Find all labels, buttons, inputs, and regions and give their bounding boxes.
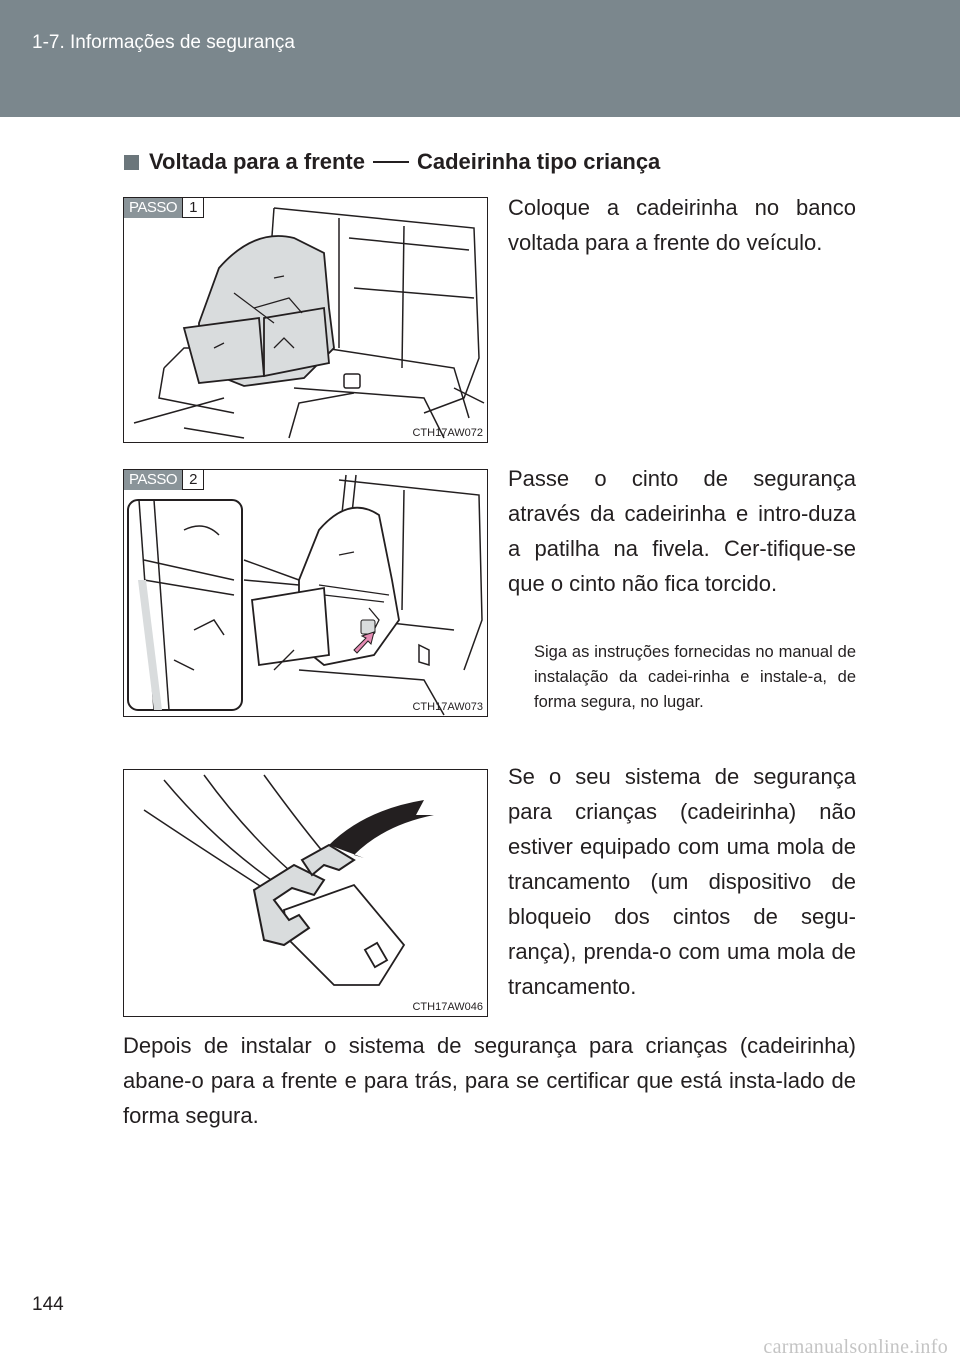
watermark: carmanualsonline.info — [763, 1336, 948, 1358]
page-number: 144 — [32, 1294, 64, 1315]
step-3-text: Se o seu sistema de segurança para crianças (cadeirinha) não estiver equipado com uma mola de trancamento (um dispositivo de bloqueio dos cintos de segu-rança), prenda-o com uma mola de trancamento. — [508, 764, 856, 999]
section-title-part2: Cadeirinha tipo criança — [417, 149, 661, 174]
step-1-text: Coloque a cadeirinha no banco voltada para a frente do veículo. — [508, 195, 856, 255]
seatbelt-routing-illustration — [124, 470, 487, 716]
step-2-text: Passe o cinto de segurança através da cadeirinha e intro-duza a patilha na fivela. Cer-tifique-se que o cinto não fica torcido. — [508, 466, 856, 596]
square-bullet-icon — [124, 155, 139, 170]
chapter-title: 1-7. Informações de segurança — [32, 32, 295, 53]
step-badge — [124, 470, 204, 490]
locking-clip-illustration — [124, 770, 487, 1016]
section-title — [124, 149, 660, 175]
step-badge-label: PASSO — [124, 470, 182, 490]
step-badge — [124, 198, 204, 218]
step-badge-number: 1 — [182, 198, 204, 218]
figure-code: CTH17AW073 — [412, 701, 483, 713]
figure-locking-clip — [123, 769, 488, 1017]
step-2-note: Siga as instruções fornecidas no manual de instalação da cadei-rinha e instale-a, de forma segura, no lugar. — [534, 643, 856, 711]
step-badge-number: 2 — [182, 470, 204, 490]
figure-code: CTH17AW046 — [412, 1001, 483, 1013]
child-seat-placement-illustration — [124, 198, 487, 442]
closing-paragraph: Depois de instalar o sistema de segurança para crianças (cadeirinha) abane-o para a frente e para trás, para se certificar que está insta-lado de forma segura. — [123, 1033, 856, 1128]
figure-code: CTH17AW072 — [412, 427, 483, 439]
step-badge-label: PASSO — [124, 198, 182, 218]
section-title-part1: Voltada para a frente — [149, 149, 365, 174]
page-header — [0, 0, 960, 117]
figure-step-1 — [123, 197, 488, 443]
em-dash-icon — [373, 161, 409, 163]
figure-step-2 — [123, 469, 488, 717]
